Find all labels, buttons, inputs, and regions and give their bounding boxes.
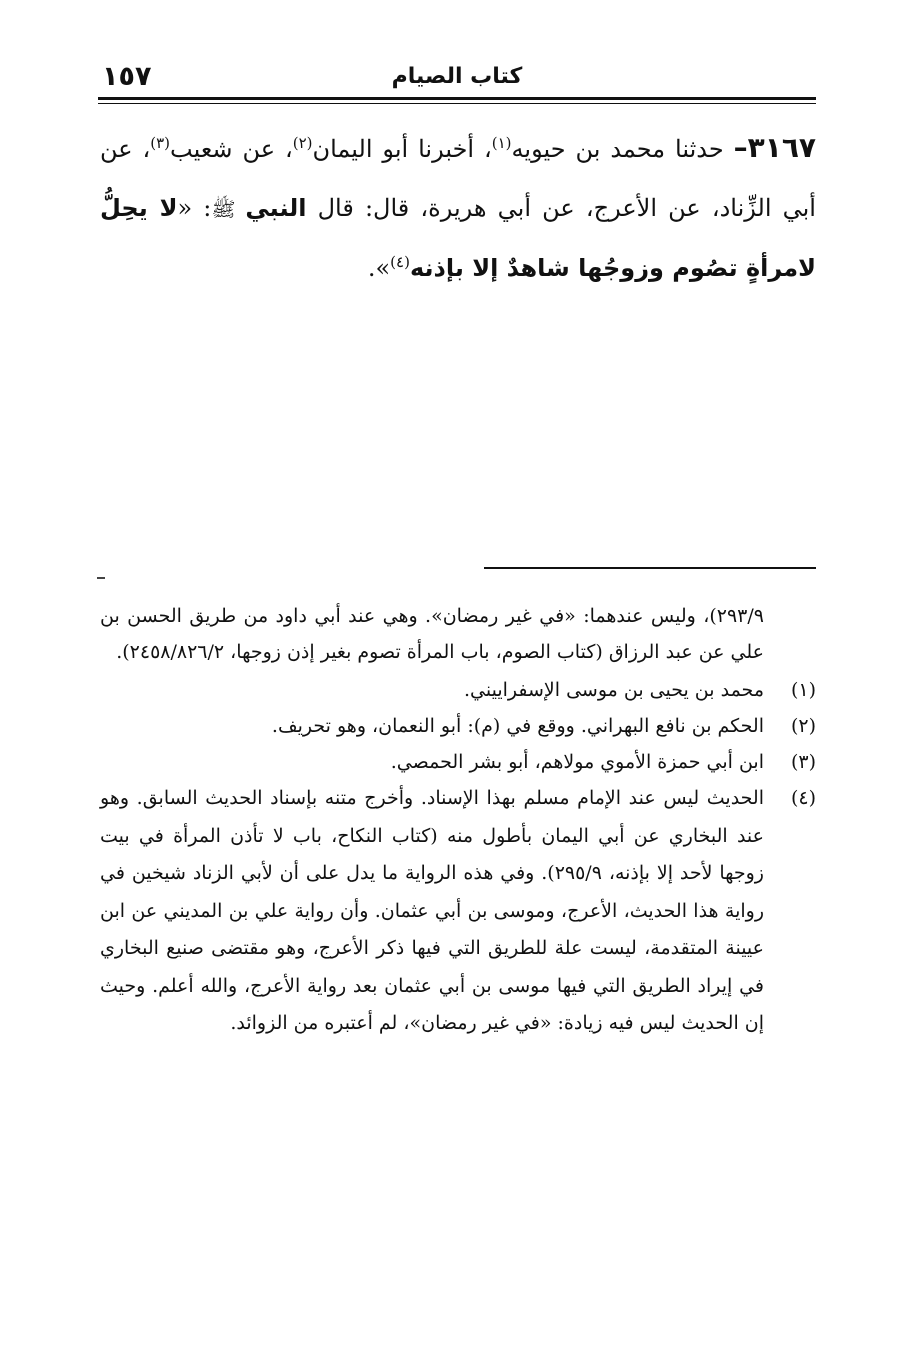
isnad-text-1: حدثنا محمد بن حيويه — [511, 135, 734, 163]
hadith-paragraph — [100, 118, 816, 298]
hadith-body — [100, 118, 816, 298]
header-rule-thick — [98, 97, 816, 100]
salutation-glyph: ﷺ — [211, 197, 246, 221]
close-quote: ». — [367, 254, 391, 282]
running-title: كتاب الصيام — [391, 64, 523, 89]
footnote-number: (١) — [790, 679, 816, 701]
footnote-number: (٣) — [790, 751, 816, 773]
footnote-text: الحكم بن نافع البهراني. ووقع في (م): أبو النعمان، وهو تحريف. — [271, 715, 764, 737]
footnote-3 — [100, 744, 816, 780]
footnote-ref-2: (٢) — [292, 134, 313, 152]
footnote-continuation-mark — [97, 577, 105, 579]
footnote-number: (٢) — [790, 715, 816, 737]
hadith-number: ٣١٦٧– — [733, 131, 816, 164]
header-rule-thin — [98, 103, 816, 104]
isnad-text-2: ، أخبرنا أبو اليمان — [312, 135, 492, 163]
isnad-text-4: ، عن أبي الزِّناد، عن الأعرج، عن أبي هريرة، قال: قال — [100, 135, 816, 222]
footnote-text: الحديث ليس عند الإمام مسلم بهذا الإسناد. وأخرج متنه بإسناد الحديث السابق. وهو عند البخاري عن أبي اليمان بأطول منه (كتاب النكاح، باب لا تأذن المرأة في بيت زوجها لأحد إلا بإذنه، ٢٩٥/٩). وفي هذه الرواية ما يدل على أن لأبي الزناد شيخين في رواية هذا الحديث، الأعرج، وموسى بن أبي عثمان. وأن رواية علي بن المديني عن ابن عيينة المتقدمة، ليست علة للطريق التي فيها ذكر الأعرج، وهو مقتضى صنيع البخاري في إيراد الطريق التي فيها موسى بن أبي عثمان بعد رواية الأعرج، والله أعلم. وحيث إن الحديث ليس فيه زيادة: «في غير رمضان»، لم أعتبره من الزوائد. — [100, 787, 764, 1034]
isnad-text-3: ، عن شعيب — [170, 135, 293, 163]
page-header — [98, 60, 816, 98]
page-number: ١٥٧ — [102, 61, 152, 92]
footnote-text: محمد بن يحيى بن موسى الإسفراييني. — [463, 679, 764, 701]
hadith-matn: لا يحِلُّ لامرأةٍ تصُوم وزوجُها شاهدٌ إلا بإذنه — [100, 194, 816, 282]
footnote-ref-1: (١) — [491, 134, 512, 152]
footnote-2 — [100, 708, 816, 744]
footnotes-section — [100, 598, 816, 1043]
footnote-1 — [100, 672, 816, 708]
footnote-ref-4: (٤) — [390, 253, 410, 271]
prophet-word: النبي — [245, 194, 307, 222]
open-quote: « — [177, 194, 193, 222]
footnote-separator — [484, 567, 816, 569]
footnote-text: ابن أبي حمزة الأموي مولاهم، أبو بشر الحمصي. — [390, 751, 764, 773]
colon: : — [203, 194, 212, 222]
footnote-number: (٤) — [790, 787, 816, 809]
footnote-ref-3: (٣) — [150, 134, 171, 152]
footnote-4 — [100, 780, 816, 1043]
footnote-continuation: ٢٩٣/٩)، وليس عندهما: «في غير رمضان». وهي عند أبي داود من طريق الحسن بن علي عن عبد الرزاق (كتاب الصوم، باب المرأة تصوم بغير إذن زوجها، ٢٤٥٨/٨٢٦/٢). — [100, 605, 764, 663]
